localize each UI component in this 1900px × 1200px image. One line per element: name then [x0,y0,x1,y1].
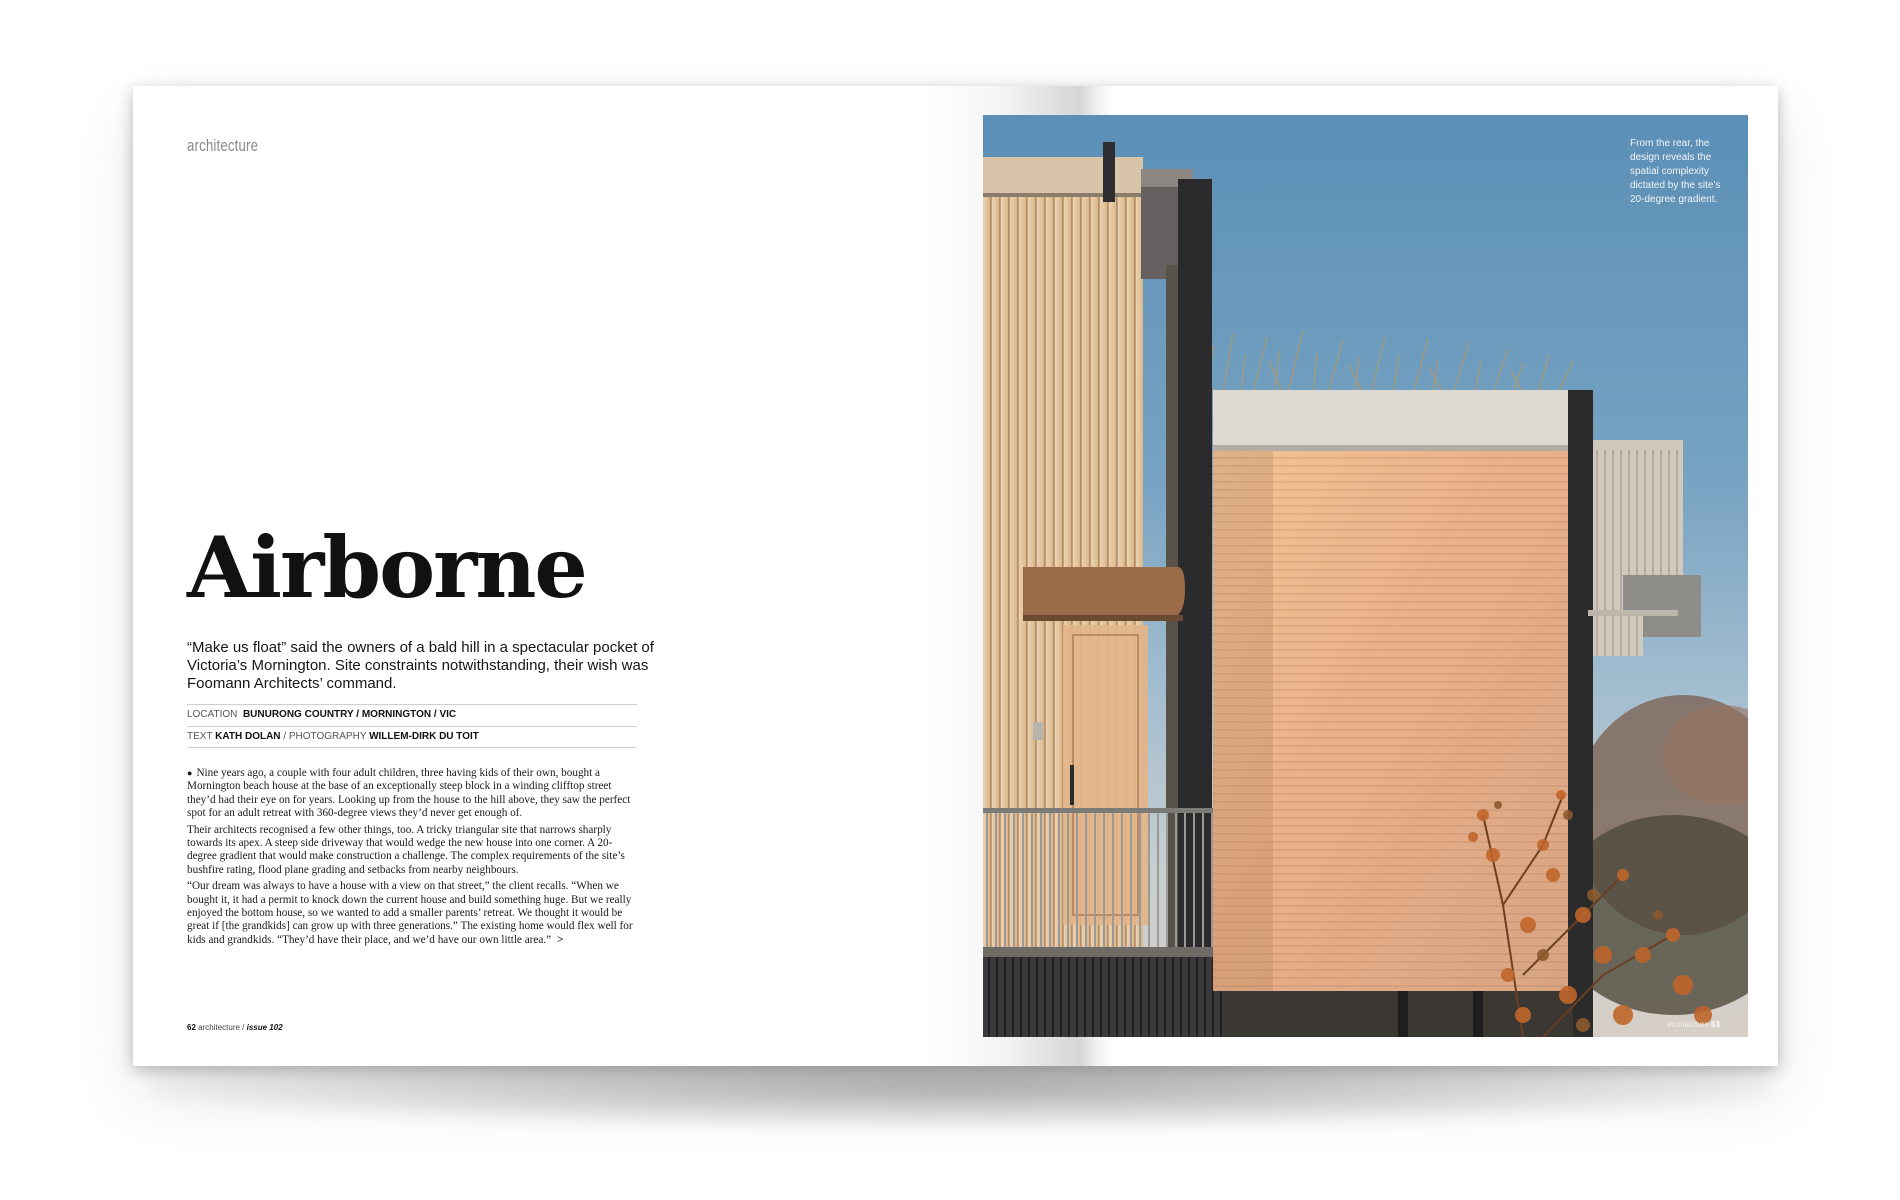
location-label: LOCATION [187,709,238,720]
left-folio-magazine: architecture / [198,1023,245,1032]
entry-canopy [1023,567,1185,620]
photographer-name: WILLEM-DIRK DU TOIT [369,731,479,742]
right-folio [1667,1020,1720,1029]
body-paragraph [187,880,642,947]
roof-fascia [1213,390,1593,450]
body-paragraph: Their architects recognised a few other things, too. A tricky triangular site that narrows sharply towards its apex. A steep side driveway that would wedge the new house into one corner. A 20-degree gradient that would make construction a challenge. The complex requirements of the site’s bushfire rating, flood plane grading and setbacks from nearby neighbours. [187,823,625,876]
location-credit [187,704,637,726]
photo-caption: From the rear, the design reveals the spatial complexity dictated by the site’s 20-degree gradient. [1630,138,1721,205]
continue-arrow-icon: > [557,933,564,946]
left-folio-issue: issue 102 [246,1023,283,1032]
screened-deck [1593,440,1683,450]
location-value: BUNURONG COUNTRY / MORNINGTON / VIC [242,709,457,720]
paragraph-3-text: “Our dream was always to have a house with a view on that street,” the client recalls. “When we bought it, it had a permit to knock down the current house and build something huge. But we really enjoyed the bottom house, so we wanted to add a smaller parents’ retreat. We thought it would be great if [the grandkids] can grow up with three generations.” The existing home would flex well for kids and grandkids. “They’d have their place, and we’d have our own little area.” [187,880,633,946]
section-label: architecture [187,136,259,155]
left-folio [187,1023,283,1032]
right-folio-magazine: architecture [1667,1020,1709,1029]
photography-label: / PHOTOGRAPHY [283,731,367,742]
bullet-icon: ● [187,768,193,778]
body-paragraph [187,767,642,821]
text-label: TEXT [187,731,213,742]
right-page-number: 63 [1711,1020,1720,1029]
article-body [187,767,642,950]
article-title: Airborne [187,518,586,617]
author-name: KATH DOLAN [215,731,281,742]
house-photograph [983,115,1748,1037]
credits-block [187,704,637,748]
house-illustration [983,115,1748,1037]
roof-grass [1201,330,1573,393]
wall-light [1033,722,1043,740]
standfirst: “Make us float” said the owners of a bald hill in a spectacular pocket of Victoria’s Mornington. Site constraints notwithstanding, their wish was Foomann Architects’ command. [187,639,654,692]
byline-credit [187,726,637,748]
left-page-number: 62 [187,1023,196,1032]
paragraph-1-text: Nine years ago, a couple with four adult children, three having kids of their own, bought a Mornington beach house at the base of an exceptionally steep block in a winding clifftop street they’d had their eye on for years. Looking up from the house to the hill above, they saw the perfect spot for an adult retreat with 360-degree views they’d never get enough of. [187,767,631,820]
magazine-spread [133,86,1778,1066]
